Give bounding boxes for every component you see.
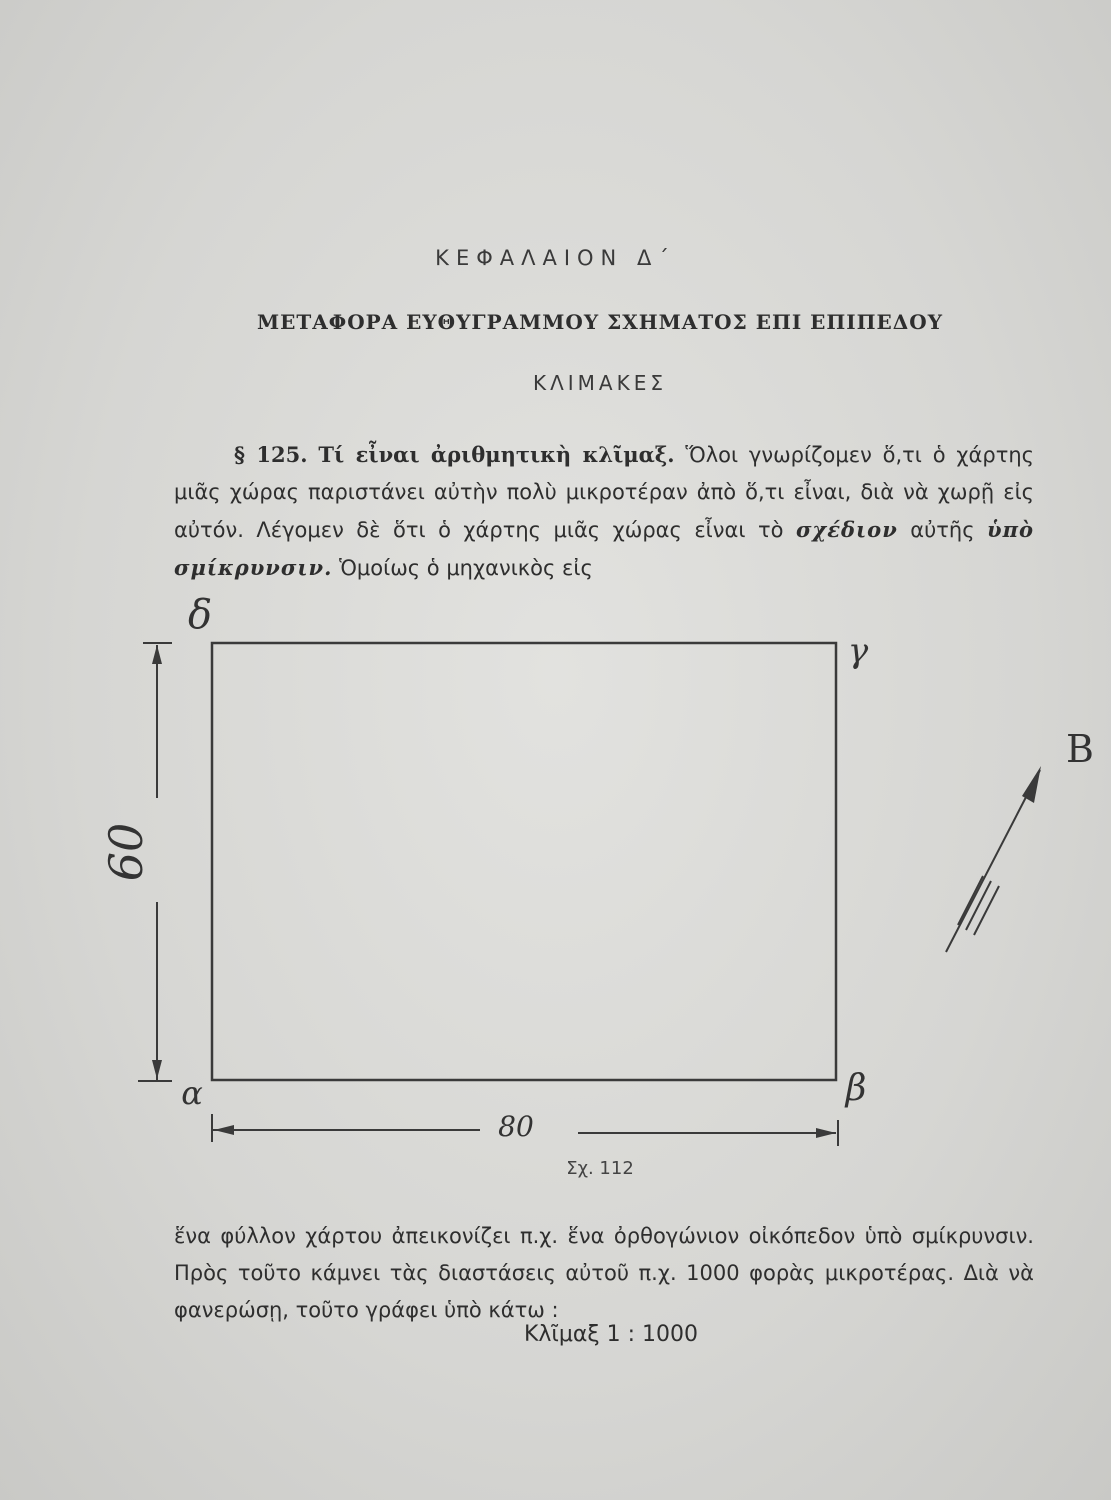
plot-rectangle [212, 643, 836, 1080]
hatch-mark [974, 886, 999, 935]
figure-caption: Σχ. 112 [566, 1158, 634, 1179]
width-label: 80 [498, 1110, 534, 1143]
section-subtitle: ΚΛΙΜΑΚΕΣ [532, 371, 668, 395]
point-label-B: B [1066, 727, 1094, 771]
height-arrow-down-icon [152, 1060, 162, 1079]
emphasis-term: σχέδιον [795, 517, 898, 542]
height-arrow-up-icon [152, 645, 162, 664]
emphasis-term: ὑπὸ σμίκρυνσιν. [174, 517, 1034, 580]
paragraph-text: Ὁμοίως ὁ μηχανικὸς εἰς [339, 556, 593, 580]
page-title: ΜΕΤΑΦΟΡΑ ΕΥΘΥΓΡΑΜΜΟΥ ΣΧΗΜΑΤΟΣ ΕΠΙ ΕΠΙΠΕΔΟΥ [257, 310, 943, 334]
section-number: § 125. [234, 442, 308, 467]
hatch-mark [958, 876, 983, 925]
vertex-label-delta: δ [187, 592, 213, 638]
section-title: Τί εἶναι ἀριθμητικὴ κλῖμαξ. [318, 442, 675, 467]
scale-statement: Κλῖμαξ 1 : 1000 [523, 1322, 699, 1347]
width-arrow-right-icon [816, 1128, 836, 1138]
vertex-label-beta: β [845, 1068, 867, 1109]
vertex-label-alpha: α [181, 1074, 203, 1112]
paragraph-continued: ἕνα φύλλον χάρτου ἀπεικονίζει π.χ. ἕνα ὀρθογώνιον οἰκόπεδον ὑπὸ σμίκρυνσιν. Πρὸς τοῦτο κάμνει τὰς διαστάσεις αὐτοῦ π.χ. 1000 φορὰς μικροτέρας. Διὰ νὰ φανερώσῃ, τοῦτο γράφει ὑπὸ κάτω : [174, 1224, 1034, 1322]
chapter-heading: ΚΕΦΑΛΑΙΟΝ Δ΄ [435, 246, 676, 270]
paragraph-text: αὐτῆς [910, 518, 975, 542]
vertex-label-gamma: γ [847, 631, 869, 671]
paragraph-text: Ὅλοι γνωρίζομεν ὅ,τι ὁ χάρτης μιᾶς χώρας παριστάνει αὐτὴν πολὺ μικροτέραν ἀπὸ ὅ,τι εἶναι, διὰ νὰ χωρῇ εἰς αὐτόν. Λέγομεν δὲ ὅτι ὁ χάρτης μιᾶς χώρας εἶναι τὸ [174, 443, 1034, 542]
height-label: 60 [99, 822, 153, 882]
width-arrow-left-icon [214, 1125, 234, 1135]
direction-arrow-icon [1022, 766, 1041, 803]
